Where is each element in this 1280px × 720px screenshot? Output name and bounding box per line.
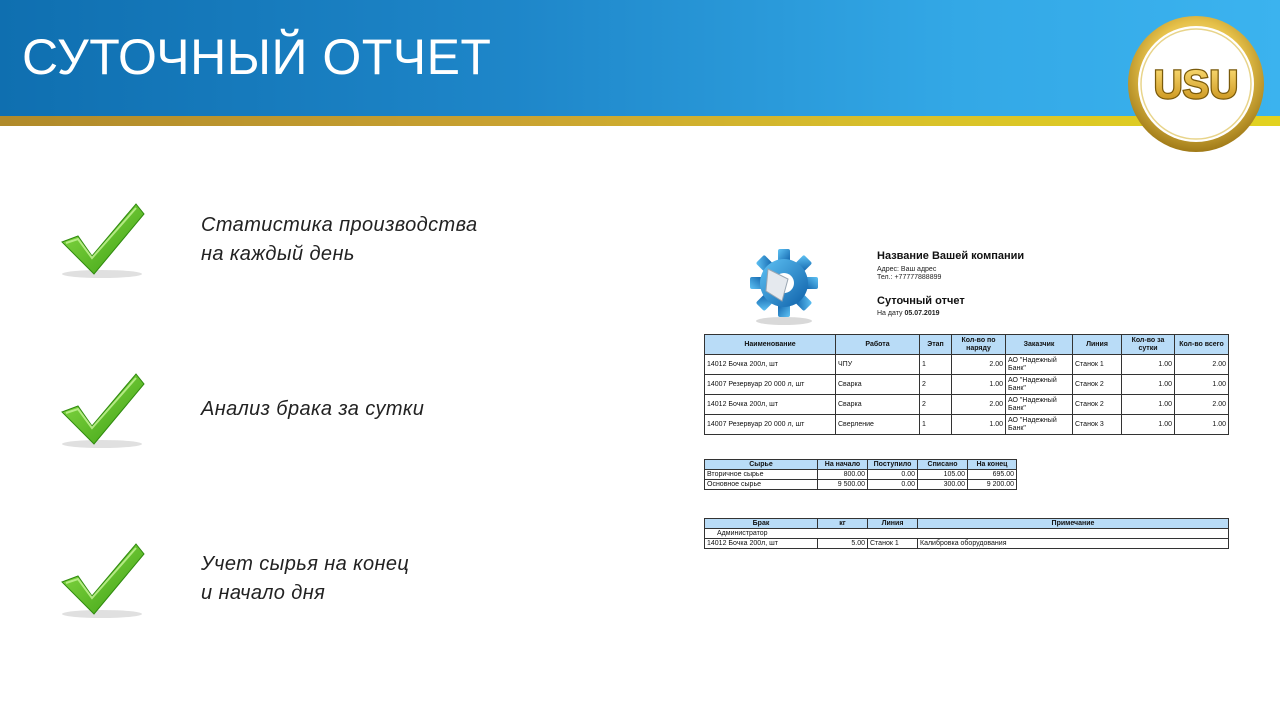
feature-item	[0, 538, 640, 638]
report-date-label: На дату	[877, 310, 903, 317]
materials-table	[704, 459, 1017, 490]
table-header-row	[705, 460, 1017, 470]
header-stripe	[0, 116, 1280, 126]
feature-line-2: и начало дня	[201, 582, 326, 604]
column-header: Кол-во всего	[1175, 335, 1229, 355]
table-cell: 9 500.00	[818, 480, 868, 490]
table-cell: ЧПУ	[836, 355, 920, 375]
table-cell: 0.00	[868, 480, 918, 490]
company-address: Адрес: Ваш адрес	[877, 266, 937, 273]
checkmark-icon	[56, 540, 148, 622]
production-table	[704, 334, 1229, 435]
table-cell: 1.00	[1175, 375, 1229, 395]
table-cell: 14007 Резервуар 20 000 л, шт	[705, 415, 836, 435]
table-cell: Станок 1	[868, 539, 918, 549]
column-header: На начало	[818, 460, 868, 470]
table-cell: 2.00	[1175, 395, 1229, 415]
table-cell: 1.00	[952, 415, 1006, 435]
table-group-row	[705, 529, 1229, 539]
table-cell: 800.00	[818, 470, 868, 480]
table-cell: 695.00	[968, 470, 1017, 480]
column-header: Заказчик	[1006, 335, 1073, 355]
logo-text: USU	[1153, 63, 1239, 107]
table-row	[705, 395, 1229, 415]
feature-line-1: Анализ брака за сутки	[201, 398, 425, 420]
table-row	[705, 539, 1229, 549]
table-cell: 1.00	[1175, 415, 1229, 435]
column-header: кг	[818, 519, 868, 529]
column-header: Списано	[918, 460, 968, 470]
company-phone: Тел.: +77777888899	[877, 274, 942, 281]
report-title: Суточный отчет	[877, 295, 965, 307]
table-cell: 2.00	[1175, 355, 1229, 375]
table-cell: Станок 1	[1073, 355, 1122, 375]
group-label: Администратор	[705, 529, 1229, 539]
table-row	[705, 415, 1229, 435]
table-cell: Основное сырье	[705, 480, 818, 490]
table-cell: 1	[920, 355, 952, 375]
table-cell: 105.00	[918, 470, 968, 480]
table-row	[705, 355, 1229, 375]
checkmark-icon	[56, 200, 148, 282]
checkmark-icon	[56, 370, 148, 452]
table-cell: Станок 2	[1073, 375, 1122, 395]
table-cell: 1.00	[1122, 375, 1175, 395]
table-cell: Сверление	[836, 415, 920, 435]
column-header: На конец	[968, 460, 1017, 470]
table-cell: Сварка	[836, 395, 920, 415]
feature-item	[0, 198, 640, 298]
table-cell: 0.00	[868, 470, 918, 480]
table-cell: 2.00	[952, 355, 1006, 375]
table-cell: 1.00	[1122, 395, 1175, 415]
table-cell: 2	[920, 375, 952, 395]
feature-line-1: Статистика производства	[201, 214, 478, 236]
report-date	[877, 310, 940, 317]
column-header: Кол-во по наряду	[952, 335, 1006, 355]
feature-line-2: на каждый день	[201, 243, 355, 265]
table-cell: 5.00	[818, 539, 868, 549]
table-cell: 14012 Бочка 200л, шт	[705, 355, 836, 375]
column-header: Примечание	[918, 519, 1229, 529]
table-cell: АО "Надежный Банк"	[1006, 355, 1073, 375]
table-cell: АО "Надежный Банк"	[1006, 415, 1073, 435]
column-header: Наименование	[705, 335, 836, 355]
table-header-row	[705, 519, 1229, 529]
column-header: Кол-во за сутки	[1122, 335, 1175, 355]
table-cell: 14012 Бочка 200л, шт	[705, 395, 836, 415]
column-header: Линия	[1073, 335, 1122, 355]
table-cell: 1.00	[1122, 355, 1175, 375]
column-header: Поступило	[868, 460, 918, 470]
feature-line-1: Учет сырья на конец	[201, 553, 410, 575]
usu-logo	[1126, 14, 1266, 154]
column-header: Сырье	[705, 460, 818, 470]
table-cell: Станок 2	[1073, 395, 1122, 415]
table-cell: 2	[920, 395, 952, 415]
table-cell: 2.00	[952, 395, 1006, 415]
table-cell: 1.00	[952, 375, 1006, 395]
table-row	[705, 480, 1017, 490]
table-header-row	[705, 335, 1229, 355]
table-row	[705, 375, 1229, 395]
table-cell: 1	[920, 415, 952, 435]
gear-icon	[748, 247, 820, 327]
column-header: Этап	[920, 335, 952, 355]
column-header: Брак	[705, 519, 818, 529]
table-cell: Вторичное сырье	[705, 470, 818, 480]
table-cell: Станок 3	[1073, 415, 1122, 435]
column-header: Работа	[836, 335, 920, 355]
table-cell: АО "Надежный Банк"	[1006, 395, 1073, 415]
table-cell: 1.00	[1122, 415, 1175, 435]
table-cell: 14012 Бочка 200л, шт	[705, 539, 818, 549]
table-row	[705, 470, 1017, 480]
company-name: Название Вашей компании	[877, 250, 1025, 262]
report-date-value: 05.07.2019	[904, 310, 940, 317]
table-cell: АО "Надежный Банк"	[1006, 375, 1073, 395]
defects-table	[704, 518, 1229, 549]
table-cell: 9 200.00	[968, 480, 1017, 490]
table-cell: 14007 Резервуар 20 000 л, шт	[705, 375, 836, 395]
feature-item	[0, 368, 640, 468]
table-cell: 300.00	[918, 480, 968, 490]
table-cell: Калибровка оборудования	[918, 539, 1229, 549]
table-cell: Сварка	[836, 375, 920, 395]
column-header: Линия	[868, 519, 918, 529]
slide-title: СУТОЧНЫЙ ОТЧЕТ	[22, 29, 492, 85]
